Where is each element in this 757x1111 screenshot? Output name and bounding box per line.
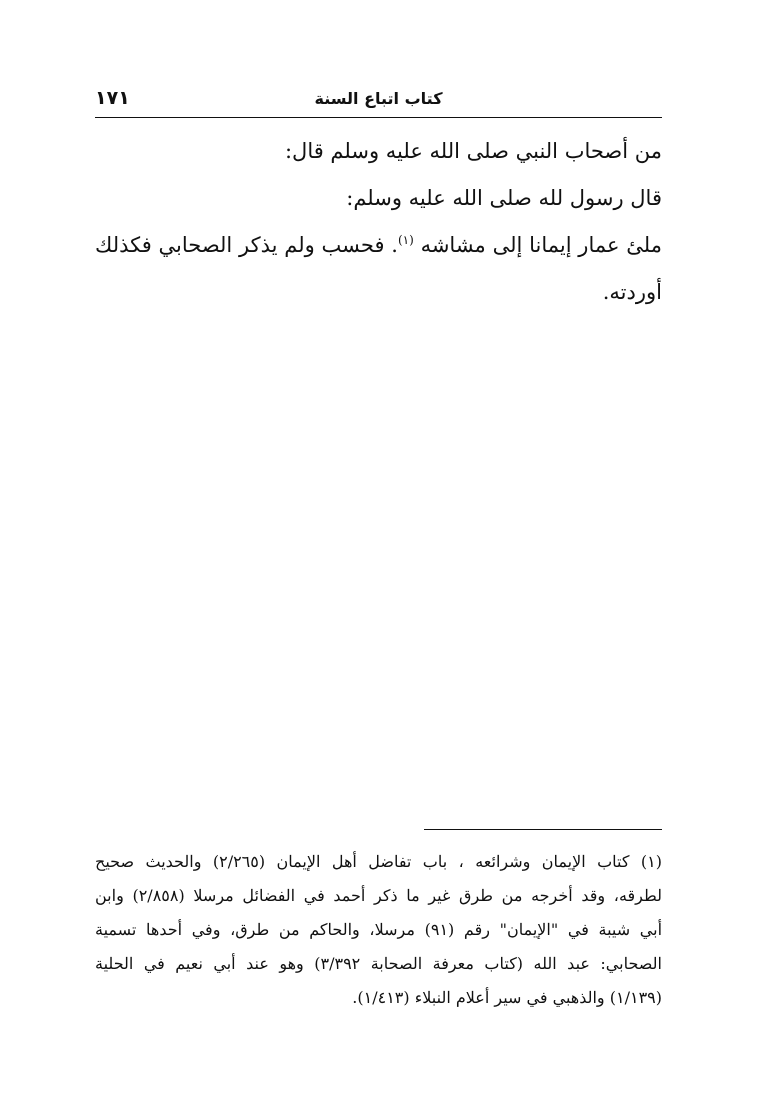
text-line [95,222,662,269]
text-segment: . فحسب ولم يذكر الصحابي فكذلك [95,233,398,257]
footnote-divider [424,829,662,830]
footnote-reference[interactable]: (١) [397,233,414,247]
text-line: أوردته. [602,280,662,304]
main-text [95,128,662,316]
footnote-line: الصحابي: عبد الله (كتاب معرفة الصحابة ٣/٣٩٢) وهو عند أبي نعيم في الحلية [95,954,662,973]
page-number: ١٧١ [95,87,130,109]
footnote-line: (١/١٣٩) والذهبي في سير أعلام النبلاء (١/٤١٣). [352,988,662,1007]
footnotes [95,845,662,1015]
text-segment: ملئ عمار إيمانا إلى مشاشه [420,233,662,257]
header-divider [95,117,662,118]
footnote-line: لطرقه، وقد أخرجه من طرق غير ما ذكر أحمد في الفضائل مرسلا (٢/٨٥٨) وابن [95,886,662,905]
book-title: كتاب اتباع السنة [314,89,443,108]
footnote-line: (١) كتاب الإيمان وشرائعه ، باب تفاضل أهل الإيمان (٢/٢٦٥) والحديث صحيح [95,852,662,871]
footnote-line: أبي شيبة في "الإيمان" رقم (٩١) مرسلا، والحاكم من طرق، وفي أحدها تسمية [95,920,662,939]
text-line: قال رسول لله صلى الله عليه وسلم: [346,186,662,210]
text-line: من أصحاب النبي صلى الله عليه وسلم قال: [284,139,662,163]
running-header [95,86,662,116]
